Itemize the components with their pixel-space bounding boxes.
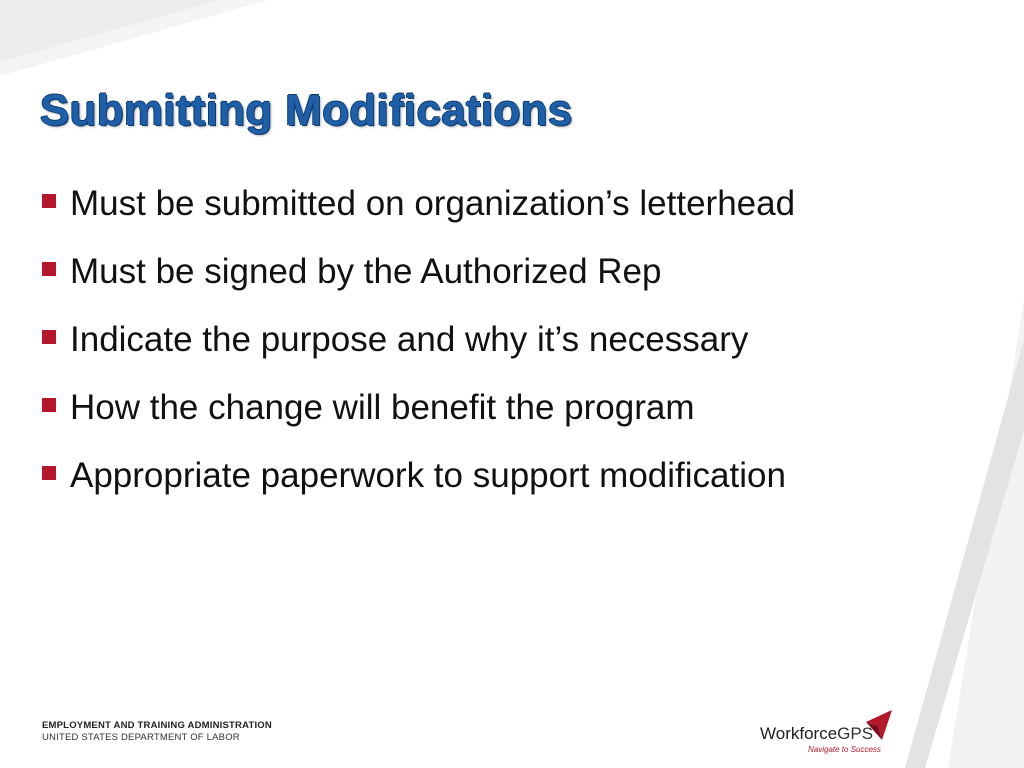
logo-wordmark-main: Workforce [760,724,838,743]
bullet-square-icon [42,466,56,480]
navigation-arrow-icon [864,708,894,742]
bullet-square-icon [42,330,56,344]
bullet-square-icon [42,262,56,276]
footer-department-name: UNITED STATES DEPARTMENT OF LABOR [42,732,240,743]
bullet-list [42,170,795,510]
bullet-item [42,238,795,306]
workforcegps-logo [760,708,900,758]
bullet-text: How the change will benefit the program [70,388,695,427]
logo-tagline: Navigate to Success [808,745,881,754]
bullet-item [42,374,795,442]
bullet-text: Indicate the purpose and why it’s necessary [70,320,749,359]
footer-agency-block [42,720,272,744]
bullet-text: Must be signed by the Authorized Rep [70,252,662,291]
bullet-item [42,306,795,374]
slide-title: Submitting Modifications [40,86,573,135]
bullet-text: Appropriate paperwork to support modification [70,456,786,495]
bullet-square-icon [42,398,56,412]
logo-wordmark [760,724,873,744]
logo-wordmark-suffix: GPS [837,724,874,743]
bullet-item [42,170,795,238]
bullet-square-icon [42,194,56,208]
bullet-text: Must be submitted on organization’s letterhead [70,184,796,223]
footer-agency-name: EMPLOYMENT AND TRAINING ADMINISTRATION [42,720,272,731]
bullet-item [42,442,795,510]
